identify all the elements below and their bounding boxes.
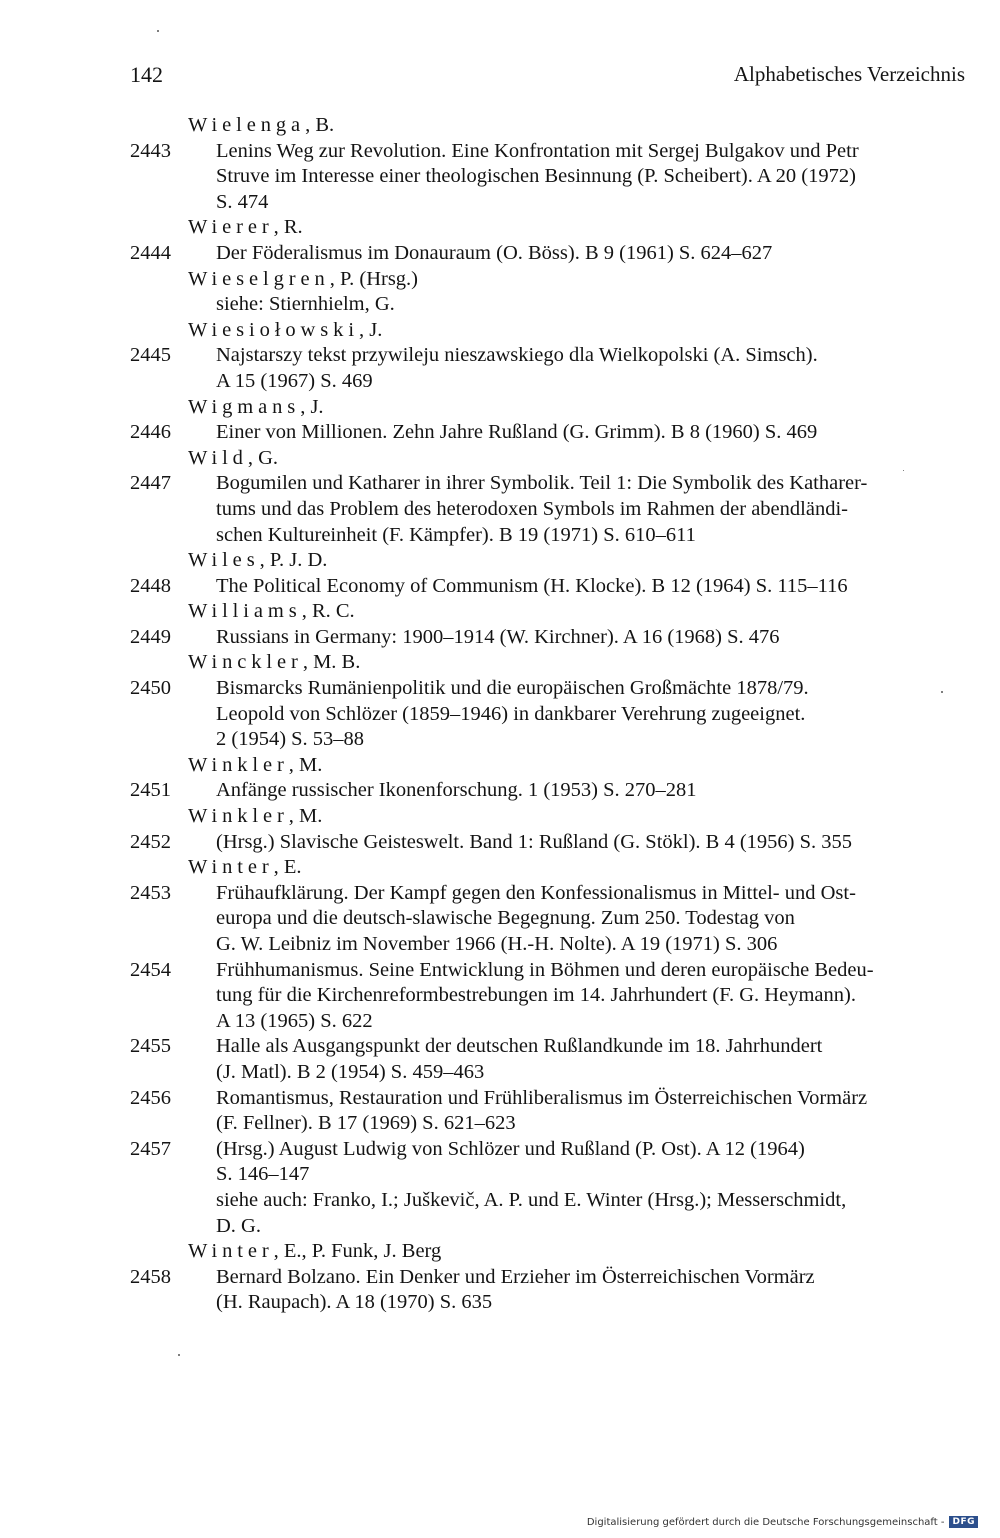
entry-number: 2454 — [130, 958, 171, 981]
entry-text: G. W. Leibniz im November 1966 (H.-H. Nolte). A 19 (1971) S. 306 — [216, 933, 778, 955]
entry-line — [130, 369, 970, 395]
entry-text: S. 474 — [216, 190, 269, 213]
entry-line — [130, 1188, 970, 1214]
entry-number: 2448 — [130, 574, 171, 597]
author-surname: Wiesiołowski — [188, 318, 359, 341]
entry-line — [130, 139, 970, 165]
author-heading — [130, 650, 970, 676]
entry-line — [130, 343, 970, 369]
footer-text: Digitalisierung gefördert durch die Deutsche Forschungsgemeinschaft - — [586, 1516, 945, 1528]
author-heading — [130, 599, 970, 625]
entry-text: The Political Economy of Communism (H. Klocke). B 12 (1964) S. 115–116 — [216, 574, 848, 597]
entry-line — [130, 190, 970, 216]
author-heading — [130, 113, 970, 139]
author-surname: Wigmans — [188, 395, 301, 418]
entry-text: Leopold von Schlözer (1859–1946) in dankbarer Verehrung zugeeignet. — [216, 702, 806, 725]
author-heading — [130, 1239, 970, 1265]
entry-line — [130, 420, 970, 446]
entry-line — [130, 983, 970, 1009]
author-name — [188, 395, 324, 421]
entry-text: D. G. — [216, 1214, 261, 1237]
entry-number: 2445 — [130, 344, 171, 367]
author-heading — [130, 804, 970, 830]
entry-text: (J. Matl). B 2 (1954) S. 459–463 — [216, 1060, 485, 1083]
author-name — [188, 599, 355, 625]
entry-line — [130, 778, 970, 804]
author-initials: , R. C. — [301, 600, 355, 623]
index-entries — [130, 113, 970, 1316]
entry-text: Anfänge russischer Ikonenforschung. 1 (1953) S. 270–281 — [216, 779, 697, 802]
entry-line — [130, 625, 970, 651]
entry-number: 2457 — [130, 1137, 171, 1160]
entry-line — [130, 471, 970, 497]
entry-text: (Hrsg.) August Ludwig von Schlözer und Rußland (P. Ost). A 12 (1964) — [216, 1137, 805, 1160]
author-surname: Winter — [188, 1240, 274, 1263]
entry-text: A 15 (1967) S. 469 — [216, 369, 373, 392]
entry-line — [130, 676, 970, 702]
entry-line — [130, 1034, 970, 1060]
scan-speck — [157, 30, 159, 32]
entry-text: Najstarszy tekst przywileju nieszawskiego dla Wielkopolski (A. Simsch). — [216, 344, 818, 367]
author-name — [188, 267, 418, 293]
entry-text: (F. Fellner). B 17 (1969) S. 621–623 — [216, 1112, 516, 1135]
author-surname: Wiles — [188, 549, 260, 572]
running-title: Alphabetisches Verzeichnis — [733, 62, 965, 86]
entry-line — [130, 958, 970, 984]
author-initials: , E. — [273, 856, 302, 879]
author-surname: Williams — [188, 600, 302, 623]
entry-text: S. 146–147 — [216, 1163, 310, 1186]
author-surname: Winter — [188, 856, 274, 879]
author-initials: , E., P. Funk, J. Berg — [273, 1240, 442, 1263]
entry-line — [130, 1290, 970, 1316]
entry-number: 2450 — [130, 677, 171, 700]
entry-line — [130, 1214, 970, 1240]
author-surname: Wild — [188, 446, 248, 469]
entry-number: 2447 — [130, 472, 171, 495]
author-name — [188, 753, 322, 779]
author-heading — [130, 855, 970, 881]
cross-reference-line — [130, 292, 970, 318]
author-initials: , M. B. — [302, 651, 361, 674]
scan-speck — [941, 691, 943, 693]
author-name — [188, 548, 327, 574]
entry-line — [130, 523, 970, 549]
author-heading — [130, 395, 970, 421]
author-heading — [130, 753, 970, 779]
entry-number: 2444 — [130, 241, 171, 264]
entry-number: 2453 — [130, 881, 171, 904]
entry-text: Russians in Germany: 1900–1914 (W. Kirchner). A 16 (1968) S. 476 — [216, 625, 780, 648]
author-surname: Wielenga — [188, 114, 306, 136]
entry-line — [130, 727, 970, 753]
digitization-footer — [587, 1514, 978, 1530]
entry-line — [130, 1086, 970, 1112]
entry-line — [130, 574, 970, 600]
author-name — [188, 215, 303, 241]
entry-text: (Hrsg.) Slavische Geisteswelt. Band 1: Rußland (G. Stökl). B 4 (1956) S. 355 — [216, 830, 853, 853]
entry-number: 2456 — [130, 1086, 171, 1109]
entry-line — [130, 241, 970, 267]
entry-line — [130, 1137, 970, 1163]
author-initials: , R. — [273, 216, 303, 239]
page-number: 142 — [130, 62, 163, 87]
entry-number: 2449 — [130, 625, 171, 648]
entry-text: Bismarcks Rumänienpolitik und die europäischen Großmächte 1878/79. — [216, 677, 809, 700]
entry-text: europa und die deutsch-slawische Begegnung. Zum 250. Todestag von — [216, 907, 795, 930]
entry-text: Struve im Interesse einer theologischen Besinnung (P. Scheibert). A 20 (1972) — [216, 165, 856, 188]
author-heading — [130, 548, 970, 574]
author-heading — [130, 215, 970, 241]
author-name — [188, 318, 382, 344]
author-initials: , B. — [305, 114, 335, 136]
author-name — [188, 1239, 441, 1265]
author-surname: Winkler — [188, 753, 289, 776]
entry-number: 2451 — [130, 779, 171, 802]
entry-line — [130, 881, 970, 907]
author-surname: Winkler — [188, 805, 289, 828]
entry-text: Halle als Ausgangspunkt der deutschen Rußlandkunde im 18. Jahrhundert — [216, 1035, 823, 1058]
author-initials: , J. — [358, 318, 383, 341]
entry-text: siehe: Stiernhielm, G. — [216, 293, 395, 316]
entry-line — [130, 1265, 970, 1291]
entry-text: tums und das Problem des heterodoxen Symbols im Rahmen der abendländi- — [216, 497, 848, 520]
entry-text: Einer von Millionen. Zehn Jahre Rußland (G. Grimm). B 8 (1960) S. 469 — [216, 421, 818, 444]
entry-text: schen Kultureinheit (F. Kämpfer). B 19 (1971) S. 610–611 — [216, 523, 696, 546]
author-surname: Wierer — [188, 216, 274, 239]
entry-number: 2443 — [130, 139, 171, 162]
author-initials: , P. J. D. — [259, 549, 328, 572]
entry-line — [130, 164, 970, 190]
author-initials: , J. — [300, 395, 324, 418]
entry-text: Bogumilen und Katharer in ihrer Symbolik. Teil 1: Die Symbolik des Katharer- — [216, 472, 868, 495]
entry-line — [130, 497, 970, 523]
entry-line — [130, 1111, 970, 1137]
entry-text: Der Föderalismus im Donauraum (O. Böss). B 9 (1961) S. 624–627 — [216, 241, 773, 264]
author-heading — [130, 446, 970, 472]
author-name — [188, 446, 278, 472]
entry-line — [130, 906, 970, 932]
entry-line — [130, 702, 970, 728]
author-name — [188, 650, 360, 676]
author-heading — [130, 318, 970, 344]
entry-number: 2458 — [130, 1265, 171, 1288]
author-surname: Wieselgren — [188, 267, 330, 290]
entry-text: A 13 (1965) S. 622 — [216, 1009, 373, 1032]
entry-number: 2455 — [130, 1035, 171, 1058]
entry-line — [130, 1162, 970, 1188]
entry-text: (H. Raupach). A 18 (1970) S. 635 — [216, 1291, 493, 1314]
entry-text: tung für die Kirchenreformbestrebungen im 14. Jahrhundert (F. G. Heymann). — [216, 984, 856, 1007]
author-initials: , P. (Hrsg.) — [329, 267, 419, 290]
entry-line — [130, 1060, 970, 1086]
scan-speck — [903, 470, 904, 471]
entry-number: 2452 — [130, 830, 171, 853]
entry-text: Frühhumanismus. Seine Entwicklung in Böhmen und deren europäische Bedeu- — [216, 958, 874, 981]
entry-text: 2 (1954) S. 53–88 — [216, 728, 365, 751]
author-initials: , M. — [288, 805, 323, 828]
author-initials: , G. — [247, 446, 279, 469]
author-name — [188, 855, 302, 881]
scan-speck — [178, 1354, 180, 1356]
author-surname: Winckler — [188, 651, 303, 674]
author-heading — [130, 267, 970, 293]
entry-text: siehe auch: Franko, I.; Juškevič, A. P. und E. Winter (Hrsg.); Messerschmidt, — [216, 1188, 847, 1211]
author-name — [188, 113, 334, 139]
entry-text: Lenins Weg zur Revolution. Eine Konfrontation mit Sergej Bulgakov und Petr — [216, 139, 859, 162]
entry-text: Frühaufklärung. Der Kampf gegen den Konfessionalismus in Mittel- und Ost- — [216, 881, 856, 904]
entry-text: Romantismus, Restauration und Frühliberalismus im Österreichischen Vormärz — [216, 1086, 868, 1109]
dfg-logo: DFG — [949, 1516, 978, 1528]
entry-text: Bernard Bolzano. Ein Denker und Erzieher im Österreichischen Vormärz — [216, 1265, 815, 1288]
author-name — [188, 804, 322, 830]
entry-line — [130, 932, 970, 958]
page-header — [130, 62, 965, 92]
author-initials: , M. — [288, 753, 323, 776]
entry-line — [130, 830, 970, 856]
entry-line — [130, 1009, 970, 1035]
entry-number: 2446 — [130, 421, 171, 444]
